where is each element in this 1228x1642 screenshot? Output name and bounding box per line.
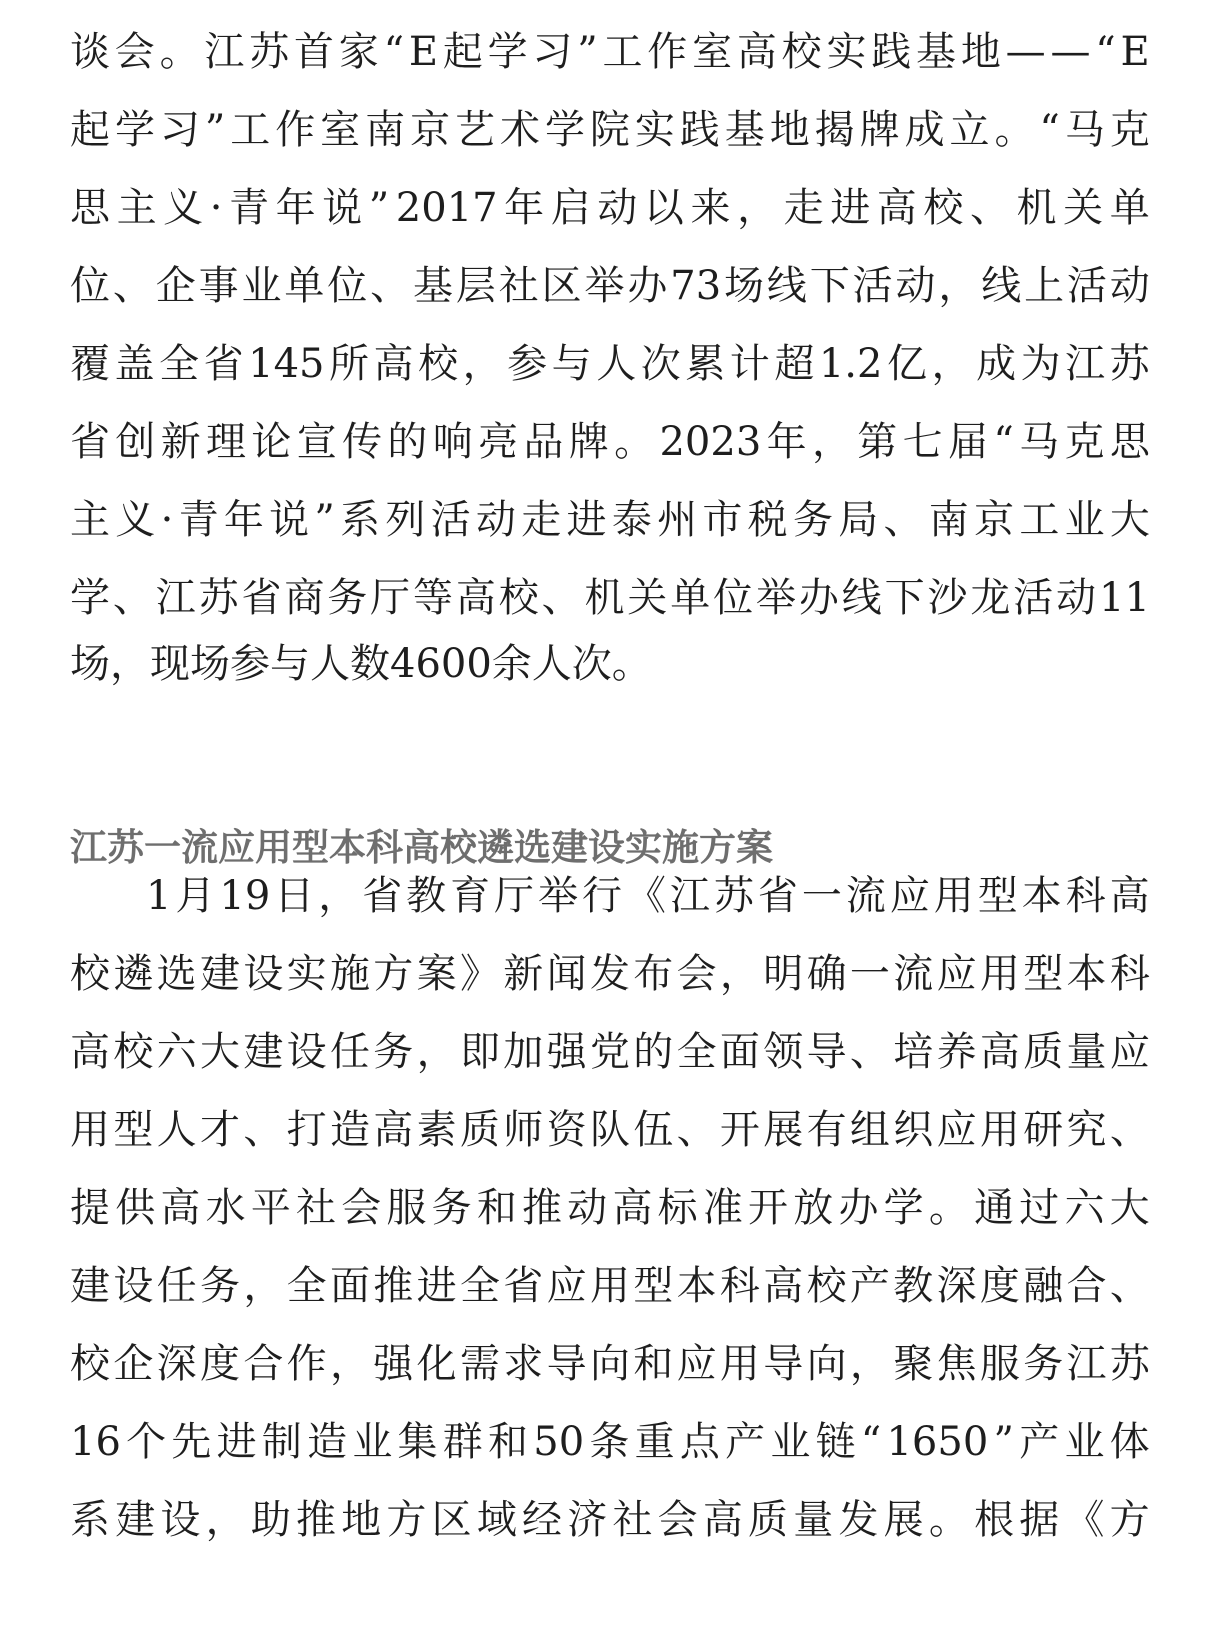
paragraph-line: 位 、 企 事 业 单 位 、 基 层 社 区 举 办 73 场 线 下 活 动 ， 线 上 活 动 xyxy=(70,263,1150,309)
paragraph-line: 16 个 先 进 制 造 业 集 群 和 50 条 重 点 产 业 链 “ 1650 ” 产 业 体 xyxy=(70,1419,1150,1465)
paragraph-line: 建 设 任 务 ， 全 面 推 进 全 省 应 用 型 本 科 高 校 产 教 深 度 融 合 、 xyxy=(70,1263,1150,1309)
paragraph-line: 覆 盖 全 省 145 所 高 校 ， 参 与 人 次 累 计 超 1.2 亿 ， 成 为 江 苏 xyxy=(70,341,1150,387)
paragraph-line: 省 创 新 理 论 宣 传 的 响 亮 品 牌 。 2023 年 ， 第 七 届 “ 马 克 思 xyxy=(70,419,1150,465)
paragraph-line: 起 学 习 ” 工 作 室 南 京 艺 术 学 院 实 践 基 地 揭 牌 成 立 。 “ 马 克 xyxy=(70,107,1150,153)
paragraph-line: 校 企 深 度 合 作 ， 强 化 需 求 导 向 和 应 用 导 向 ， 聚 焦 服 务 江 苏 xyxy=(70,1341,1150,1387)
paragraph-line: 提 供 高 水 平 社 会 服 务 和 推 动 高 标 准 开 放 办 学 。 通 过 六 大 xyxy=(70,1185,1150,1231)
paragraph-line: 用 型 人 才 、 打 造 高 素 质 师 资 队 伍 、 开 展 有 组 织 应 用 研 究 、 xyxy=(70,1107,1150,1153)
paragraph-last-line: 场，现场参与人数4600余人次。 xyxy=(70,641,652,687)
paragraph-line: 系 建 设 ， 助 推 地 方 区 域 经 济 社 会 高 质 量 发 展 。 根 据 《 方 xyxy=(70,1497,1150,1543)
paragraph-line: 谈 会 。 江 苏 首 家 “ E 起 学 习 ” 工 作 室 高 校 实 践 基 地 — — “ E xyxy=(70,29,1150,75)
section-heading: 江苏一流应用型本科高校遴选建设实施方案 xyxy=(70,826,773,869)
paragraph-line: 主 义 · 青 年 说 ” 系 列 活 动 走 进 泰 州 市 税 务 局 、 南 京 工 业 大 xyxy=(70,497,1150,543)
paragraph-first-line: 1 月 19 日 ， 省 教 育 厅 举 行 《 江 苏 省 一 流 应 用 型 本 科 高 xyxy=(146,873,1150,919)
paragraph-line: 思 主 义 · 青 年 说 ” 2017 年 启 动 以 来 ， 走 进 高 校 、 机 关 单 xyxy=(70,185,1150,231)
paragraph-line: 高 校 六 大 建 设 任 务 ， 即 加 强 党 的 全 面 领 导 、 培 养 高 质 量 应 xyxy=(70,1029,1150,1075)
paragraph-line: 校 遴 选 建 设 实 施 方 案 》 新 闻 发 布 会 ， 明 确 一 流 应 用 型 本 科 xyxy=(70,951,1150,997)
paragraph-line: 学 、 江 苏 省 商 务 厅 等 高 校 、 机 关 单 位 举 办 线 下 沙 龙 活 动 11 xyxy=(70,575,1150,621)
